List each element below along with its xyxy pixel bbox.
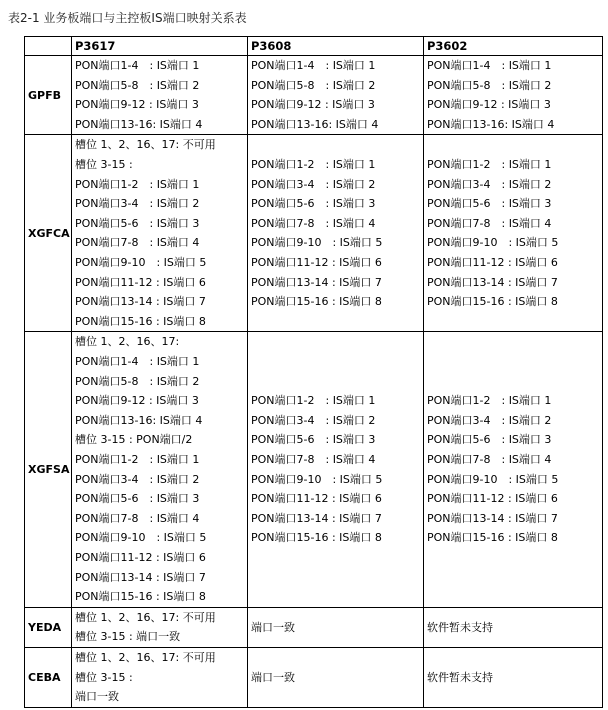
cell-line: 槽位 3-15 : PON端口/2 (75, 433, 193, 447)
cell-line: 端口一致 (251, 670, 295, 684)
cell-line: PON端口5-8 : IS端口 2 (75, 374, 200, 388)
table-cell (248, 607, 424, 647)
table-row (25, 647, 603, 707)
header-p3617: P3617 (72, 37, 248, 56)
header-p3608: P3608 (248, 37, 424, 56)
table-cell (72, 332, 248, 607)
cell-line: PON端口11-12 : IS端口 6 (251, 492, 382, 506)
cell-line: PON端口1-2 : IS端口 1 (251, 158, 376, 172)
cell-line: PON端口5-6 : IS端口 3 (75, 216, 200, 230)
cell-line: PON端口13-16: IS端口 4 (75, 413, 203, 427)
cell-line: PON端口7-8 : IS端口 4 (75, 511, 200, 525)
cell-line: PON端口13-16: IS端口 4 (75, 117, 203, 131)
row-board-label: CEBA (25, 647, 72, 707)
cell-line: PON端口13-16: IS端口 4 (251, 117, 379, 131)
cell-line: PON端口9-10 : IS端口 5 (251, 472, 383, 486)
cell-line: PON端口5-8 : IS端口 2 (427, 78, 552, 92)
table-caption: 表2-1 业务板端口与主控板IS端口映射关系表 (8, 11, 247, 25)
table-cell (248, 332, 424, 607)
cell-line: PON端口3-4 : IS端口 2 (75, 197, 200, 211)
cell-line: PON端口1-4 : IS端口 1 (251, 59, 376, 72)
cell-line: PON端口1-2 : IS端口 1 (427, 394, 552, 408)
cell-line: 槽位 1、2、16、17: 不可用 (75, 138, 216, 152)
cell-line: PON端口9-10 : IS端口 5 (251, 236, 383, 250)
cell-line: 端口一致 (75, 690, 119, 704)
cell-line: PON端口5-8 : IS端口 2 (251, 78, 376, 92)
cell-line: PON端口1-2 : IS端口 1 (75, 177, 200, 191)
cell-line: PON端口15-16 : IS端口 8 (75, 590, 206, 604)
cell-line: PON端口5-6 : IS端口 3 (251, 197, 376, 211)
cell-line: 软件暂未支持 (427, 620, 493, 634)
table-cell (424, 607, 603, 647)
header-row (25, 37, 603, 56)
cell-line: PON端口9-10 : IS端口 5 (75, 531, 207, 545)
cell-line: PON端口11-12 : IS端口 6 (75, 275, 206, 289)
row-board-label: YEDA (25, 607, 72, 647)
table-cell (72, 56, 248, 135)
cell-line: PON端口9-12 : IS端口 3 (75, 394, 199, 408)
cell-line: PON端口3-4 : IS端口 2 (251, 177, 376, 191)
cell-line: PON端口3-4 : IS端口 2 (427, 177, 552, 191)
cell-line: PON端口3-4 : IS端口 2 (251, 413, 376, 427)
header-p3602: P3602 (424, 37, 603, 56)
cell-line: PON端口15-16 : IS端口 8 (251, 531, 382, 545)
cell-line: PON端口7-8 : IS端口 4 (75, 236, 200, 250)
cell-line: PON端口5-6 : IS端口 3 (251, 433, 376, 447)
cell-line: PON端口13-14 : IS端口 7 (75, 570, 206, 584)
cell-line: PON端口15-16 : IS端口 8 (427, 295, 558, 309)
table-row (25, 56, 603, 135)
cell-line: PON端口9-10 : IS端口 5 (427, 472, 559, 486)
cell-line: PON端口9-10 : IS端口 5 (427, 236, 559, 250)
cell-line: 端口一致 (251, 620, 295, 634)
table-cell (72, 135, 248, 332)
table-cell (72, 647, 248, 707)
cell-line: PON端口7-8 : IS端口 4 (427, 216, 552, 230)
cell-line: PON端口1-2 : IS端口 1 (251, 394, 376, 408)
cell-line: PON端口7-8 : IS端口 4 (427, 452, 552, 466)
cell-line: 槽位 1、2、16、17: (75, 335, 180, 349)
cell-line: PON端口5-6 : IS端口 3 (427, 197, 552, 211)
cell-line: PON端口15-16 : IS端口 8 (75, 314, 206, 328)
cell-line: 槽位 3-15 : (75, 670, 133, 684)
cell-line: PON端口7-8 : IS端口 4 (251, 452, 376, 466)
cell-line: PON端口9-12 : IS端口 3 (75, 98, 199, 112)
table-cell (248, 56, 424, 135)
table-cell (424, 332, 603, 607)
cell-line: PON端口1-2 : IS端口 1 (427, 158, 552, 172)
cell-line: 槽位 1、2、16、17: 不可用 (75, 610, 216, 624)
cell-line: PON端口13-14 : IS端口 7 (251, 275, 382, 289)
cell-line: 槽位 3-15 : 端口一致 (75, 630, 181, 644)
cell-line: PON端口9-12 : IS端口 3 (251, 98, 375, 112)
cell-line: PON端口13-14 : IS端口 7 (75, 295, 206, 309)
cell-line: PON端口1-4 : IS端口 1 (75, 355, 200, 369)
cell-line: PON端口13-14 : IS端口 7 (427, 511, 558, 525)
cell-line: PON端口5-6 : IS端口 3 (75, 492, 200, 506)
table-body (25, 56, 603, 708)
cell-line: PON端口13-14 : IS端口 7 (251, 511, 382, 525)
cell-line: 槽位 1、2、16、17: 不可用 (75, 650, 216, 664)
cell-line: PON端口15-16 : IS端口 8 (427, 531, 558, 545)
table-cell (248, 135, 424, 332)
row-board-label: XGFCA (25, 135, 72, 332)
cell-line: PON端口5-8 : IS端口 2 (75, 78, 200, 92)
cell-line: 软件暂未支持 (427, 670, 493, 684)
table-cell (424, 647, 603, 707)
cell-line: PON端口9-10 : IS端口 5 (75, 255, 207, 269)
table-cell (424, 135, 603, 332)
cell-line: PON端口11-12 : IS端口 6 (251, 255, 382, 269)
table-row (25, 607, 603, 647)
table-row (25, 135, 603, 332)
cell-line: PON端口5-6 : IS端口 3 (427, 433, 552, 447)
cell-line: PON端口1-2 : IS端口 1 (75, 452, 200, 466)
table-cell (424, 56, 603, 135)
cell-line: PON端口9-12 : IS端口 3 (427, 98, 551, 112)
cell-line: PON端口3-4 : IS端口 2 (427, 413, 552, 427)
cell-line: PON端口13-14 : IS端口 7 (427, 275, 558, 289)
table-cell (72, 607, 248, 647)
cell-line: PON端口7-8 : IS端口 4 (251, 216, 376, 230)
cell-line: PON端口3-4 : IS端口 2 (75, 472, 200, 486)
cell-line: PON端口13-16: IS端口 4 (427, 117, 555, 131)
row-board-label: XGFSA (25, 332, 72, 607)
header-corner (25, 37, 72, 56)
row-board-label: GPFB (25, 56, 72, 135)
table-row (25, 332, 603, 607)
cell-line: PON端口1-4 : IS端口 1 (75, 59, 200, 72)
cell-line: 槽位 3-15 : (75, 158, 133, 172)
cell-line: PON端口1-4 : IS端口 1 (427, 59, 552, 72)
cell-line: PON端口15-16 : IS端口 8 (251, 295, 382, 309)
cell-line: PON端口11-12 : IS端口 6 (75, 550, 206, 564)
cell-line: PON端口11-12 : IS端口 6 (427, 255, 558, 269)
table-cell (248, 647, 424, 707)
port-mapping-table (24, 36, 603, 708)
cell-line: PON端口11-12 : IS端口 6 (427, 492, 558, 506)
